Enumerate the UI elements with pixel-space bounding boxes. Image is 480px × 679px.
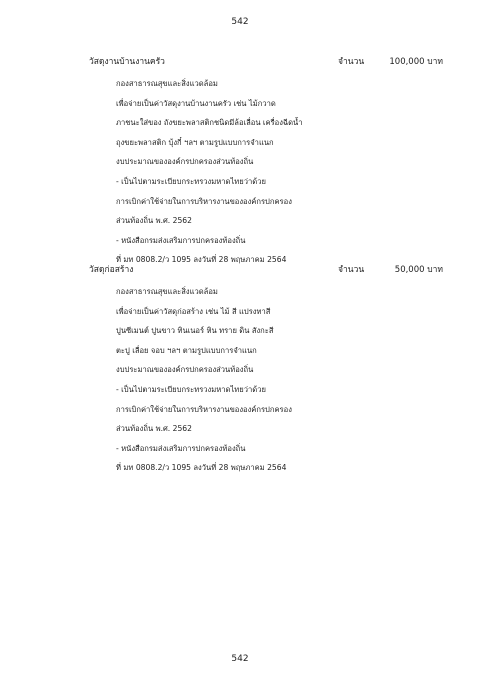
description-line: การเบิกค่าใช้จ่ายในการบริหารงานขององค์กรปกครอง <box>116 196 292 206</box>
description-line: ตะปู เลื่อย จอบ ฯลฯ ตามรูปแบบการจำแนก <box>116 345 257 355</box>
item-description <box>116 282 480 478</box>
item-title: วัสดุก่อสร้าง <box>89 265 134 275</box>
amount-label: จำนวน <box>338 57 365 67</box>
description-line: งบประมาณขององค์กรปกครองส่วนท้องถิ่น <box>116 157 254 167</box>
budget-item-household-supplies <box>0 54 480 270</box>
description-line: - หนังสือกรมส่งเสริมการปกครองท้องถิ่น <box>116 443 246 453</box>
description-line: ที่ มท 0808.2/ว 1095 ลงวันที่ 28 พฤษภาคม 2564 <box>116 463 287 473</box>
page-number-top: 542 <box>231 17 249 27</box>
description-line: เพื่อจ่ายเป็นค่าวัสดุงานบ้านงานครัว เช่น ไม้กวาด <box>116 98 276 108</box>
page-number-bottom: 542 <box>231 654 249 664</box>
description-line: ภาชนะใส่ของ ถังขยะพลาสติกชนิดมีล้อเลื่อน เครื่องฉีดน้ำ <box>116 118 303 128</box>
description-line: - หนังสือกรมส่งเสริมการปกครองท้องถิ่น <box>116 235 246 245</box>
description-line: ที่ มท 0808.2/ว 1095 ลงวันที่ 28 พฤษภาคม 2564 <box>116 255 287 265</box>
description-line: - เป็นไปตามระเบียบกระทรวงมหาดไทยว่าด้วย <box>116 384 266 394</box>
description-line: งบประมาณขององค์กรปกครองส่วนท้องถิ่น <box>116 365 254 375</box>
description-line: ส่วนท้องถิ่น พ.ศ. 2562 <box>116 216 192 226</box>
description-line: - เป็นไปตามระเบียบกระทรวงมหาดไทยว่าด้วย <box>116 176 266 186</box>
description-line: ถุงขยะพลาสติก บุ้งกี๋ ฯลฯ ตามรูปแบบการจำแนก <box>116 137 274 147</box>
description-line: กองสาธารณสุขและสิ่งแวดล้อม <box>116 79 218 88</box>
description-line: กองสาธารณสุขและสิ่งแวดล้อม <box>116 287 218 296</box>
item-description <box>116 74 480 270</box>
amount-label: จำนวน <box>338 265 365 275</box>
description-line: ส่วนท้องถิ่น พ.ศ. 2562 <box>116 424 192 434</box>
description-line: ปูนซีเมนต์ ปูนขาว ทินเนอร์ หิน ทราย ดิน สังกะสี <box>116 326 274 336</box>
item-header <box>0 262 480 278</box>
item-title: วัสดุงานบ้านงานครัว <box>89 57 165 67</box>
item-header <box>0 54 480 70</box>
budget-item-construction-materials <box>0 262 480 478</box>
description-line: การเบิกค่าใช้จ่ายในการบริหารงานขององค์กรปกครอง <box>116 404 292 414</box>
amount-value: 100,000 บาท <box>389 57 443 67</box>
amount-value: 50,000 บาท <box>394 265 443 275</box>
description-line: เพื่อจ่ายเป็นค่าวัสดุก่อสร้าง เช่น ไม้ สี แปรงทาสี <box>116 306 271 316</box>
